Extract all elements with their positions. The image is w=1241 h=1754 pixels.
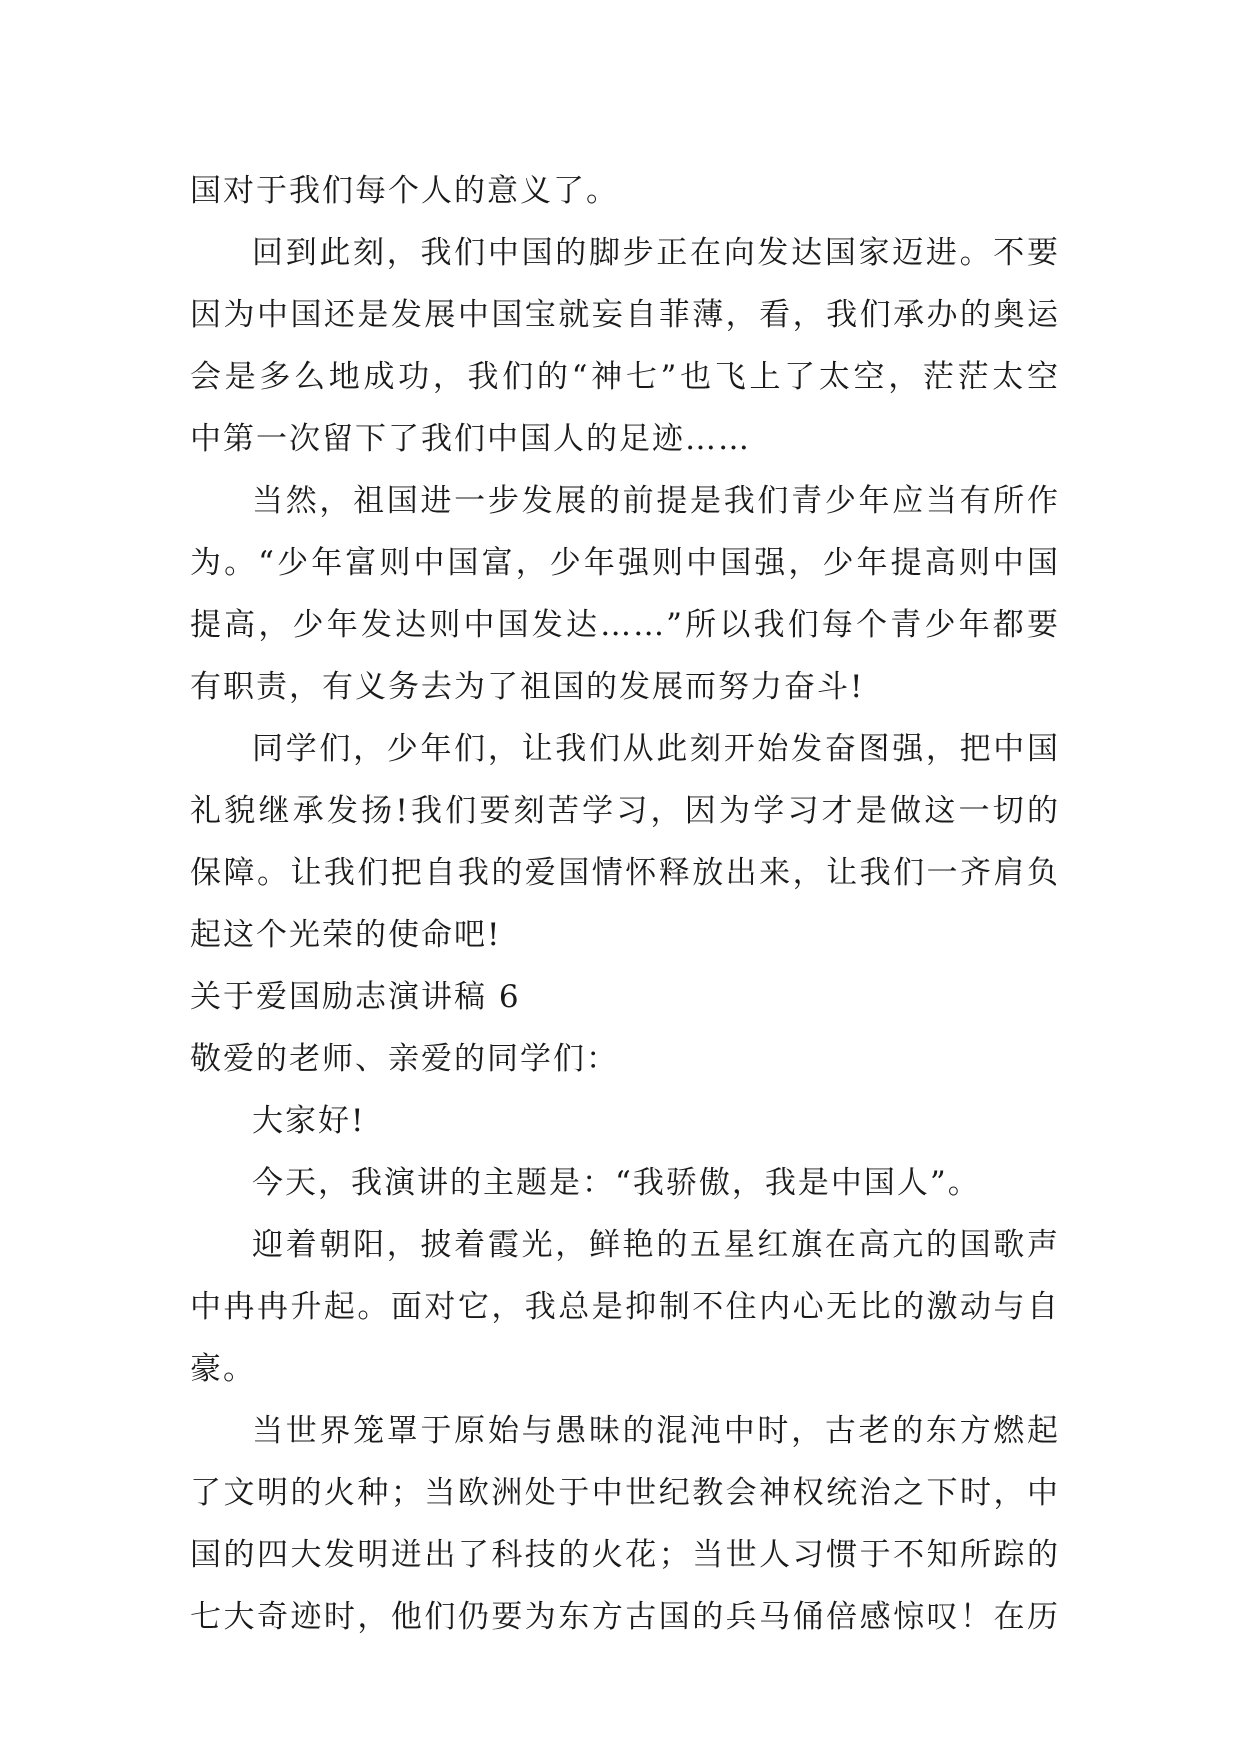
text-line: 中第一次留下了我们中国人的足迹…… — [190, 421, 751, 457]
text-line: 有职责，有义务去为了祖国的发展而努力奋斗! — [190, 669, 865, 705]
text-line: 保障。让我们把自我的爱国情怀释放出来，让我们一齐肩负 — [190, 855, 1060, 891]
paragraph-start: 当世界笼罩于原始与愚昧的混沌中时，古老的东方燃起 — [252, 1413, 1060, 1449]
text-line: 国对于我们每个人的意义了。 — [190, 173, 619, 209]
paragraph-start: 当然，祖国进一步发展的前提是我们青少年应当有所作 — [252, 483, 1060, 519]
text-line: 因为中国还是发展中国宝就妄自菲薄，看，我们承办的奥运 — [190, 297, 1060, 333]
text-line: 为。“少年富则中国富，少年强则中国强，少年提高则中国 — [190, 545, 1060, 581]
text-line: 起这个光荣的使命吧! — [190, 917, 502, 953]
greeting: 大家好! — [252, 1103, 366, 1139]
text-line: 七大奇迹时，他们仍要为东方古国的兵马俑倍感惊叹！在历 — [190, 1599, 1060, 1635]
salutation: 敬爱的老师、亲爱的同学们： — [190, 1041, 619, 1077]
paragraph-start: 今天，我演讲的主题是：“我骄傲，我是中国人”。 — [252, 1165, 981, 1201]
text-line: 了文明的火种；当欧洲处于中世纪教会神权统治之下时，中 — [190, 1475, 1060, 1511]
text-line: 提高，少年发达则中国发达……”所以我们每个青少年都要 — [190, 607, 1060, 643]
text-line: 会是多么地成功，我们的“神七”也飞上了太空，茫茫太空 — [190, 359, 1060, 395]
section-heading: 关于爱国励志演讲稿 6 — [190, 979, 521, 1015]
text-line: 中冉冉升起。面对它，我总是抑制不住内心无比的激动与自 — [190, 1289, 1060, 1325]
document-body — [190, 160, 1060, 1648]
text-line: 礼貌继承发扬!我们要刻苦学习，因为学习才是做这一切的 — [190, 793, 1060, 829]
text-line: 国的四大发明迸出了科技的火花；当世人习惯于不知所踪的 — [190, 1537, 1060, 1573]
text-line: 豪。 — [190, 1351, 256, 1387]
paragraph-start: 迎着朝阳，披着霞光，鲜艳的五星红旗在高亢的国歌声 — [252, 1227, 1060, 1263]
paragraph-start: 同学们，少年们，让我们从此刻开始发奋图强，把中国 — [252, 731, 1060, 767]
paragraph-start: 回到此刻，我们中国的脚步正在向发达国家迈进。不要 — [252, 235, 1060, 271]
